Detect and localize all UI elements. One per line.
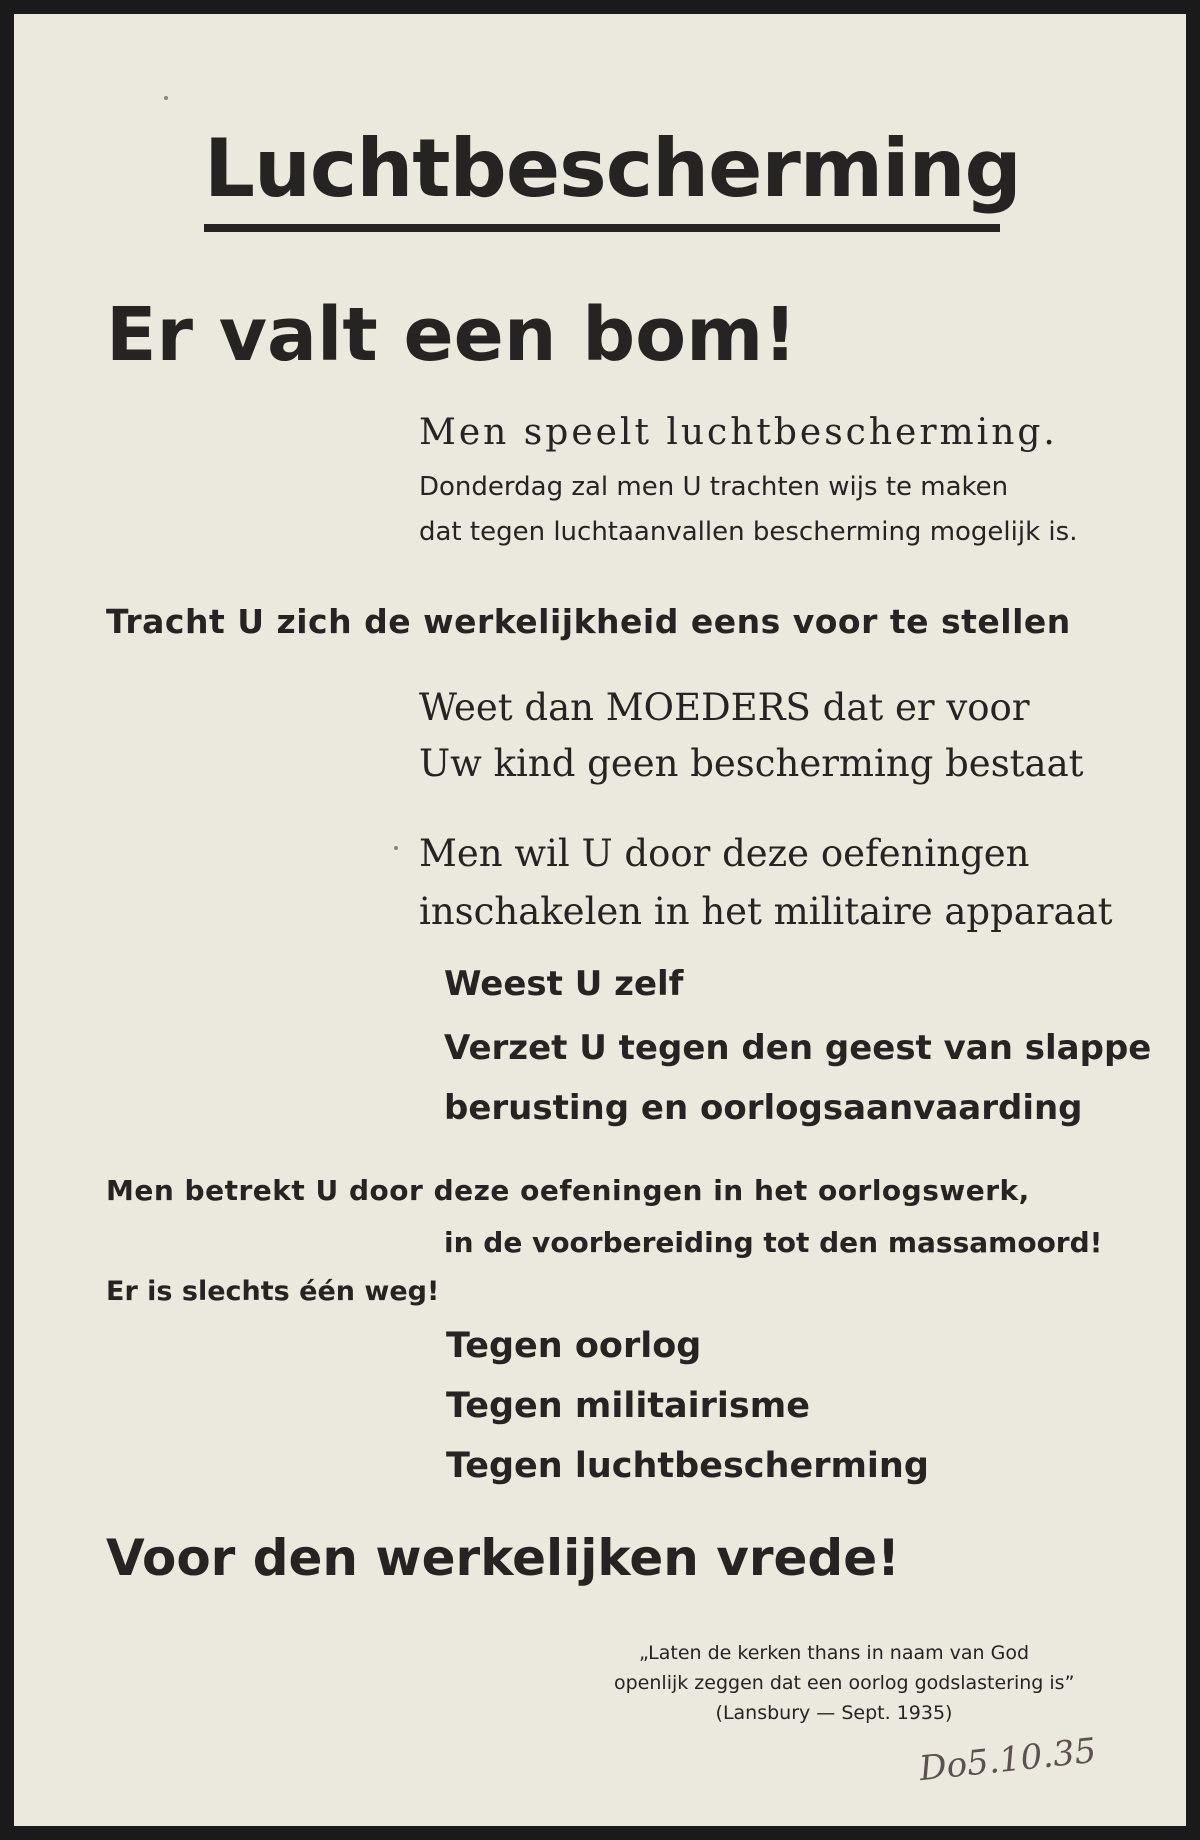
- quote-line-2: openlijk zeggen dat een oorlog godslastering is”: [614, 1672, 1075, 1694]
- paper-speck: [164, 96, 168, 100]
- reality-heading: Tracht U zich de werkelijkheid eens voor te stellen: [106, 602, 1071, 641]
- title-underline: [204, 224, 1000, 232]
- poster-sheet: [14, 14, 1186, 1826]
- mothers-line-2: Uw kind geen bescherming bestaat: [419, 742, 1084, 785]
- exercise-line-2: inschakelen in het militaire apparaat: [419, 890, 1113, 933]
- quote-attribution: (Lansbury — Sept. 1935): [715, 1702, 953, 1724]
- mothers-line-1: Weet dan MOEDERS dat er voor: [419, 686, 1030, 729]
- resist-line-2: berusting en oorlogsaanvaarding: [444, 1088, 1083, 1128]
- resist-line-1: Verzet U tegen den geest van slappe: [444, 1028, 1152, 1068]
- paper-speck: [394, 846, 398, 850]
- subheadline: Men speelt luchtbescherming.: [419, 412, 1058, 453]
- headline: Er valt een bom!: [106, 292, 797, 378]
- war-work-line-1: Men betrekt U door deze oefeningen in het oorlogswerk,: [106, 1174, 1030, 1207]
- poster-title: Luchtbescherming: [204, 122, 1021, 215]
- intro-line-1: Donderdag zal men U trachten wijs te maken: [419, 472, 1009, 502]
- against-militarism: Tegen militairisme: [446, 1386, 810, 1426]
- closing-slogan: Voor den werkelijken vrede!: [106, 1529, 900, 1587]
- handwritten-note: Do5.10.35: [917, 1730, 1099, 1790]
- against-air-protection: Tegen luchtbescherming: [446, 1446, 929, 1486]
- be-yourself-heading: Weest U zelf: [444, 964, 684, 1004]
- quote-line-1: „Laten de kerken thans in naam van God: [638, 1642, 1030, 1664]
- intro-line-2: dat tegen luchtaanvallen bescherming mogelijk is.: [419, 517, 1078, 547]
- against-war: Tegen oorlog: [446, 1326, 702, 1366]
- exercise-line-1: Men wil U door deze oefeningen: [419, 832, 1030, 875]
- war-work-line-2: in de voorbereiding tot den massamoord!: [444, 1226, 1103, 1259]
- one-way-line: Er is slechts één weg!: [106, 1276, 440, 1307]
